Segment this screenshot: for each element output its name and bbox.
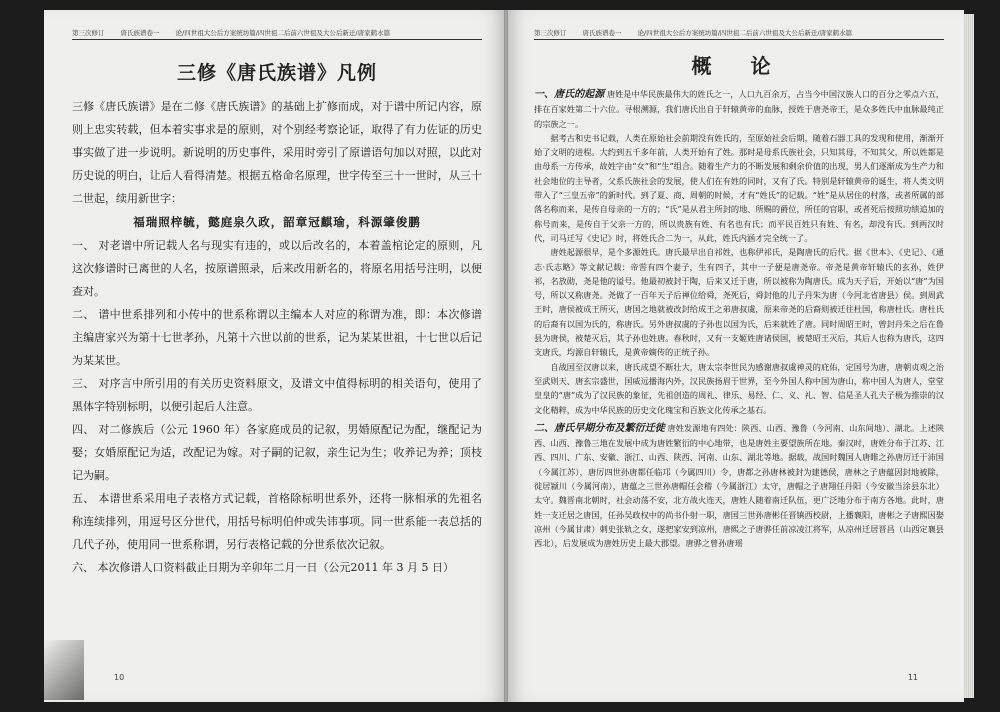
rule-item: 三、 对序言中所引用的有关历史资料原文，及谱文中值得标明的相关语句，使用了黑体字特别标明，以便引起后人注意。 [72, 377, 482, 413]
section-origin-heading: 一、唐氏的起源 [534, 89, 605, 100]
rule-item: 六、 本次修谱人口资料截止日期为辛卯年二月一日（公元2011 年 3 月 5 日） [72, 561, 454, 574]
rule-item: 二、 谱中世系排列和小传中的世系称谓以主编本人对应的称谓为准，即：本次修谱主编唐家兴为第十七世孝孙，凡第十六世以前的世系，记为某某世祖，十七世以后记为某某世。 [72, 308, 482, 367]
left-page [44, 10, 504, 702]
right-page [508, 10, 964, 702]
rule-item: 五、 本谱世系采用电子表格方式记载，首格除标明世系外，还将一脉相承的先祖名称连续排列，用逗号区分世代，用括号标明伯仲或失讳事项。同一世系能一表总括的几代子孙，使用同一世系称谓，另行表格记载的分世系依次记叙。 [72, 492, 482, 551]
left-header-lineage: 论/四世祖大公后方案统坊篇/四世祖二后前六世祖及大公后新迁/唐家鹤水篇 [175, 29, 391, 37]
section-origin-lead: 唐姓是中华民族最伟大的姓氏之一，人口九百余万，占当今中国汉族人口的百分之零点六五，排在百家姓第二十六位。寻根溯源，我们唐氏出自于轩辕黄帝的血脉，授姓于唐尧帝王，是众多姓氏中血脉最纯正的宗族之一。 [534, 89, 944, 129]
corner-shadow [44, 640, 84, 700]
rule-item: 一、 对老谱中所记载人名与现实有违的，或以后改名的，本着盖棺论定的原则，凡这次修谱时已离世的人名，按原谱照录，后来改用新名的，将原名用括号注明，以便查对。 [72, 239, 482, 298]
right-header-lineage: 论/四世祖大公后方案统坊篇/四世祖二后前六世祖及大公后新迁/唐家鹤水篇 [637, 29, 853, 37]
section-migration-lead: 唐姓发源地有四处：陕西、山西、豫鲁（今河南、山东间地）、湖北。上述陕西、山西、豫鲁三地在发展中成为唐姓繁衍的中心地带，也是唐姓主要望族所在地。秦汉时，唐姓分布于江苏、江西、四川、广东、安徽、浙江、山西、陕西、河南、山东、湖北等地。据载，战国时魏国人唐睢之孙唐厉迁于沛国（今属江苏），唐厉四世孙唐都任临邛（今属四川）令，唐都之孙唐林被封为建德侯，唐林之子唐蕴因封地被除，徙居颍川（今属河南），唐蕴之三世孙唐帽任会稽（今属浙江）太守，唐帽之子唐翔任丹阳（今安徽当涂县东北）太守。魏晋南北朝时，社会动荡不安，北方战火连天，唐姓人随着南迁队伍，更广泛地分布于南方各地。此时，唐姓一支迁居之唐国，任孙吴政权中的尚书仆射一职，唐国三世孙唐彬任晋镇西校尉，上播襄阳，唐彬之子唐熙因娶凉州（今属甘肃）刺史张轨之女，遂把家安到凉州，唐熙之子唐骅任前凉凌江将军，从凉州迁居晋昌（山西定襄县西北），后发展成为唐姓历史上最大郡望。唐骅之曾孙唐瑶 [534, 422, 945, 549]
right-header-edition: 第三次修订 [534, 29, 567, 37]
origin-paragraph: 据考古和史书记载，人类在原始社会前期没有姓氏的，至原始社会后期，随着石器工具的发现和使用，渐渐开始了文明的进程。大约到五千多年前，人类开始有了姓。那时是母系氏族社会，只知其母，不知其父，所以姓都是由母系一方传承，故姓字由“女”和“生”组合。随着生产力的不断发展和剩余价值的出现，男人们逐渐成为生产力和社会地位的主导者，父系氏族社会的发展，使人们在有姓的同时，又有了氏。特别是轩辕黄帝的诞生，将人类文明带入了“三皇五帝”的新时代。到了夏、商、周朝的时候，才有“姓氏”的记载。“姓”是从居住的村落，或者所属的部落名称而来，是传自母亲的一方的；“氏”是从君主所封的地、所赐的爵位，所任的官职，或者死后按照功绩追加的称号而来，是传自于父亲一方的，所以贵族有姓、有名也有氏；而平民百姓只有姓、有名，却没有氏。到两汉时代，司马迁写《史记》时，将姓氏合二为一，从此，姓氏内涵才完全统一了。 [534, 132, 944, 243]
origin-paragraph: 唐姓起源很早，是个多源姓氏。唐氏最早出自祁姓，也称伊祁氏，是陶唐氏的后代。据《世本》、《史记》、《通志·氏志略》等文献记载：帝喾有四个妻子，生有四子，其中一子便是唐尧帝。帝尧是黄帝轩辕氏的玄孙，姓伊祁，名放勋，尧是他的谥号。他最初被封于陶，后来又迁于唐，所以被称为陶唐氏。成为天子后，开始以“唐”为国号，所以又称唐尧。尧做了一百年天子后禅位给舜，尧死后，舜封他的儿子丹朱为唐（今河北省唐县）侯。到周武王时，唐侯被成王所灭，唐国之地就被改封给成王之弟唐叔虞，原来帝尧的后裔则被迁往杜国，称唐杜氏。唐杜氏的后裔有以国为氏的，称唐氏。另外唐叔虞的子孙也以国为氏，后来就姓了唐。同时周昭王时，曾封丹朱之后在鲁县为唐侯，被楚灭后，其子孙也姓唐。春秋时，又有一支姬姓唐诸侯国，被楚昭王灭后，其后人也称为唐氏，这四支唐氏，均源自轩辕氏，是黄帝嫡传的正统子孙。 [534, 247, 944, 358]
section-origin [534, 87, 944, 131]
right-running-header [534, 28, 944, 40]
right-page-title: 概 论 [691, 54, 787, 78]
generation-characters: 福瑞照梓毓，懿庭泉久政，韶章冠麒瑜，科源肇俊鹏 [133, 215, 421, 229]
left-header-volume: 唐氏族谱卷一 [120, 29, 160, 37]
section-migration [534, 421, 944, 551]
left-page-title: 三修《唐氏族谱》凡例 [176, 62, 377, 84]
left-intro-paragraph: 三修《唐氏族谱》是在二修《唐氏族谱》的基础上扩修而成，对于谱中所记内容，原则上忠实转载，但本着实事求是的原则，对个别经考察论证，取得了有力佐证的历史事实做了进一步说明。新说明的历史事件，采用时旁引了原谱语句加以对照，以此对历史说的明白，让后人看得清楚。根据五格命名原理，世字传至三十一世时，从三十二世起，续用新世字： [72, 100, 482, 205]
origin-paragraph: 自战国至汉唐以来，唐氏成望不断壮大，唐太宗李世民为感谢唐叔虞神灵的庇佑，定国号为唐，唐朝贞观之治至武则天、唐玄宗盛世，国威远播海内外，汉民族扬眉于世界，至今外国人称中国为唐山，称中国人为唐人，堂堂皇皇的“唐”成为了汉民族的象征，先祖创造的周礼、律乐、易经、仁、义、礼、智、信是圣人孔夫子极为推崇的汉文化精粹，成为中华民族的历史文化瑰宝和百族文化传承之基石。 [534, 361, 944, 415]
left-page-number: 10 [114, 673, 125, 682]
left-running-header [72, 28, 482, 40]
right-page-number: 11 [907, 673, 918, 682]
left-header-edition: 第三次修订 [72, 29, 105, 37]
section-migration-heading: 二、唐氏早期分布及繁衍迁徙 [534, 422, 665, 434]
rule-item: 四、 对二修族后（公元 1960 年）各家庭成员的记叙，男婚原配记为配，继配记为娶；女婚原配记为适，改配记为嫁。对子嗣的记叙，亲生记为生；收养记为养；顶枝记为嗣。 [72, 423, 482, 482]
page-edges [964, 14, 974, 698]
right-header-volume: 唐氏族谱卷一 [582, 29, 622, 37]
